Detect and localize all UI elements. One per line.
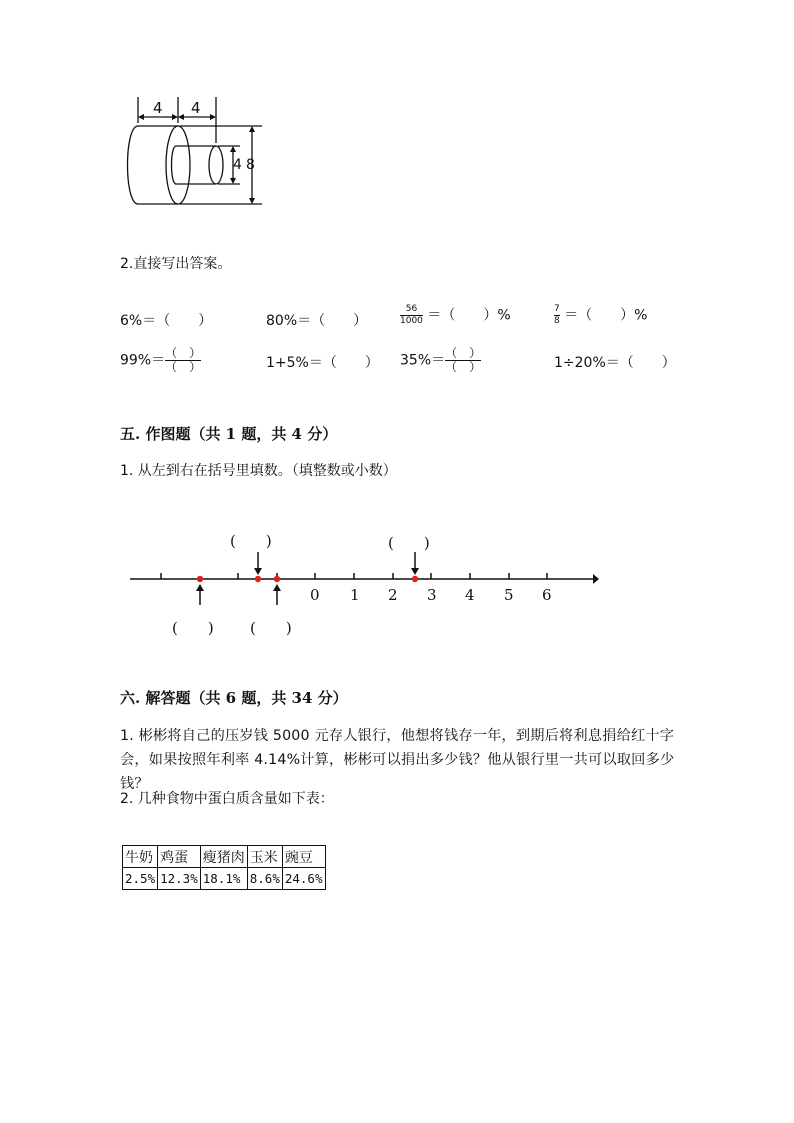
table-cell: 2.5% — [123, 868, 158, 890]
q2-item-7 — [400, 347, 481, 374]
arrowhead — [254, 568, 262, 575]
numberline-blank-top-right: ( ) — [388, 534, 430, 552]
numberline-blank-bottom-left: ( ) — [172, 619, 214, 637]
q2-item-4 — [554, 304, 648, 327]
q2-item-2 — [266, 312, 367, 330]
arrowhead — [411, 568, 419, 575]
table-cell: 12.3% — [158, 868, 201, 890]
numberline-point — [412, 576, 418, 582]
arrowhead — [273, 584, 281, 591]
q2-item-5 — [120, 347, 201, 374]
dim-label-small-diameter: 4 — [233, 157, 242, 173]
q2-item-1-blank: （ ） — [156, 313, 213, 329]
q2-item-8-blank: （ ） — [619, 355, 676, 371]
section6-q2: 2. 几种食物中蛋白质含量如下表： — [120, 791, 334, 807]
q2-item-6-blank: （ ） — [322, 355, 379, 371]
protein-table — [122, 845, 326, 890]
numberline-point — [274, 576, 280, 582]
numberline-blank-bottom-right: ( ) — [250, 619, 292, 637]
axis-arrowhead — [593, 574, 599, 584]
numberline-label-0: 0 — [310, 586, 320, 604]
table-header-cell: 玉米 — [247, 846, 282, 868]
q2-title: 2.直接写出答案。 — [120, 256, 232, 272]
q2-item-1-expr: 6%＝ — [120, 313, 157, 329]
q2-item-2-expr: 80%＝ — [266, 313, 312, 329]
fraction-blank: （ ） （ ） — [445, 346, 482, 374]
q2-item-1 — [120, 312, 212, 330]
section6-q1: 1. 彬彬将自己的压岁钱 5000 元存人银行，他想将钱存一年，到期后将利息捐给红十字会，如果按照年利率 4.14%计算，彬彬可以捐出多少钱？他从银行里一共可以取回多少钱？ — [120, 728, 675, 792]
dim-label-top-right: 4 — [191, 99, 201, 117]
q2-item-2-blank: （ ） — [311, 313, 368, 329]
numberline-point — [255, 576, 261, 582]
numberline-label-1: 1 — [350, 586, 360, 604]
numberline-label-3: 3 — [427, 586, 437, 604]
q2-item-3-rest: ＝（ ）% — [427, 307, 511, 324]
table-cell: 24.6% — [282, 868, 325, 890]
table-cell: 8.6% — [247, 868, 282, 890]
fraction-blank: （ ） （ ） — [165, 346, 202, 374]
section5-q1: 1. 从左到右在括号里填数。（填整数或小数） — [120, 463, 397, 479]
q2-item-7-expr: 35%＝ — [400, 352, 446, 369]
numberline-label-5: 5 — [504, 586, 514, 604]
fraction-56-1000: $\frac{56}{1000}$ — [400, 304, 423, 326]
fraction-7-8: $\frac{7}{8}$ — [554, 304, 560, 326]
table-header-row — [123, 846, 326, 868]
table-header-cell: 瘦猪肉 — [200, 846, 247, 868]
numberline-blank-top-left: ( ) — [230, 532, 272, 550]
arrowhead — [196, 584, 204, 591]
q2-item-6 — [266, 354, 379, 372]
table-header-cell: 牛奶 — [123, 846, 158, 868]
q2-item-8-expr: 1÷20%＝ — [554, 355, 620, 371]
numberline-label-6: 6 — [542, 586, 552, 604]
number-line — [125, 540, 605, 605]
q2-item-5-expr: 99%＝ — [120, 352, 166, 369]
dim-label-top-left: 4 — [153, 99, 163, 117]
q2-item-8 — [554, 354, 676, 372]
section6-title: 六. 解答题（共 6 题，共 34 分） — [120, 689, 348, 707]
table-header-cell: 鸡蛋 — [158, 846, 201, 868]
table-cell: 18.1% — [200, 868, 247, 890]
section5-title: 五. 作图题（共 1 题，共 4 分） — [120, 425, 338, 443]
dim-label-big-diameter: 8 — [246, 157, 255, 173]
table-header-cell: 豌豆 — [282, 846, 325, 868]
q2-item-4-rest: ＝（ ）% — [564, 307, 648, 324]
table-row — [123, 868, 326, 890]
numberline-label-4: 4 — [465, 586, 475, 604]
q2-item-3 — [400, 304, 511, 327]
q2-item-6-expr: 1+5%＝ — [266, 355, 323, 371]
numberline-point — [197, 576, 203, 582]
numberline-label-2: 2 — [388, 586, 398, 604]
